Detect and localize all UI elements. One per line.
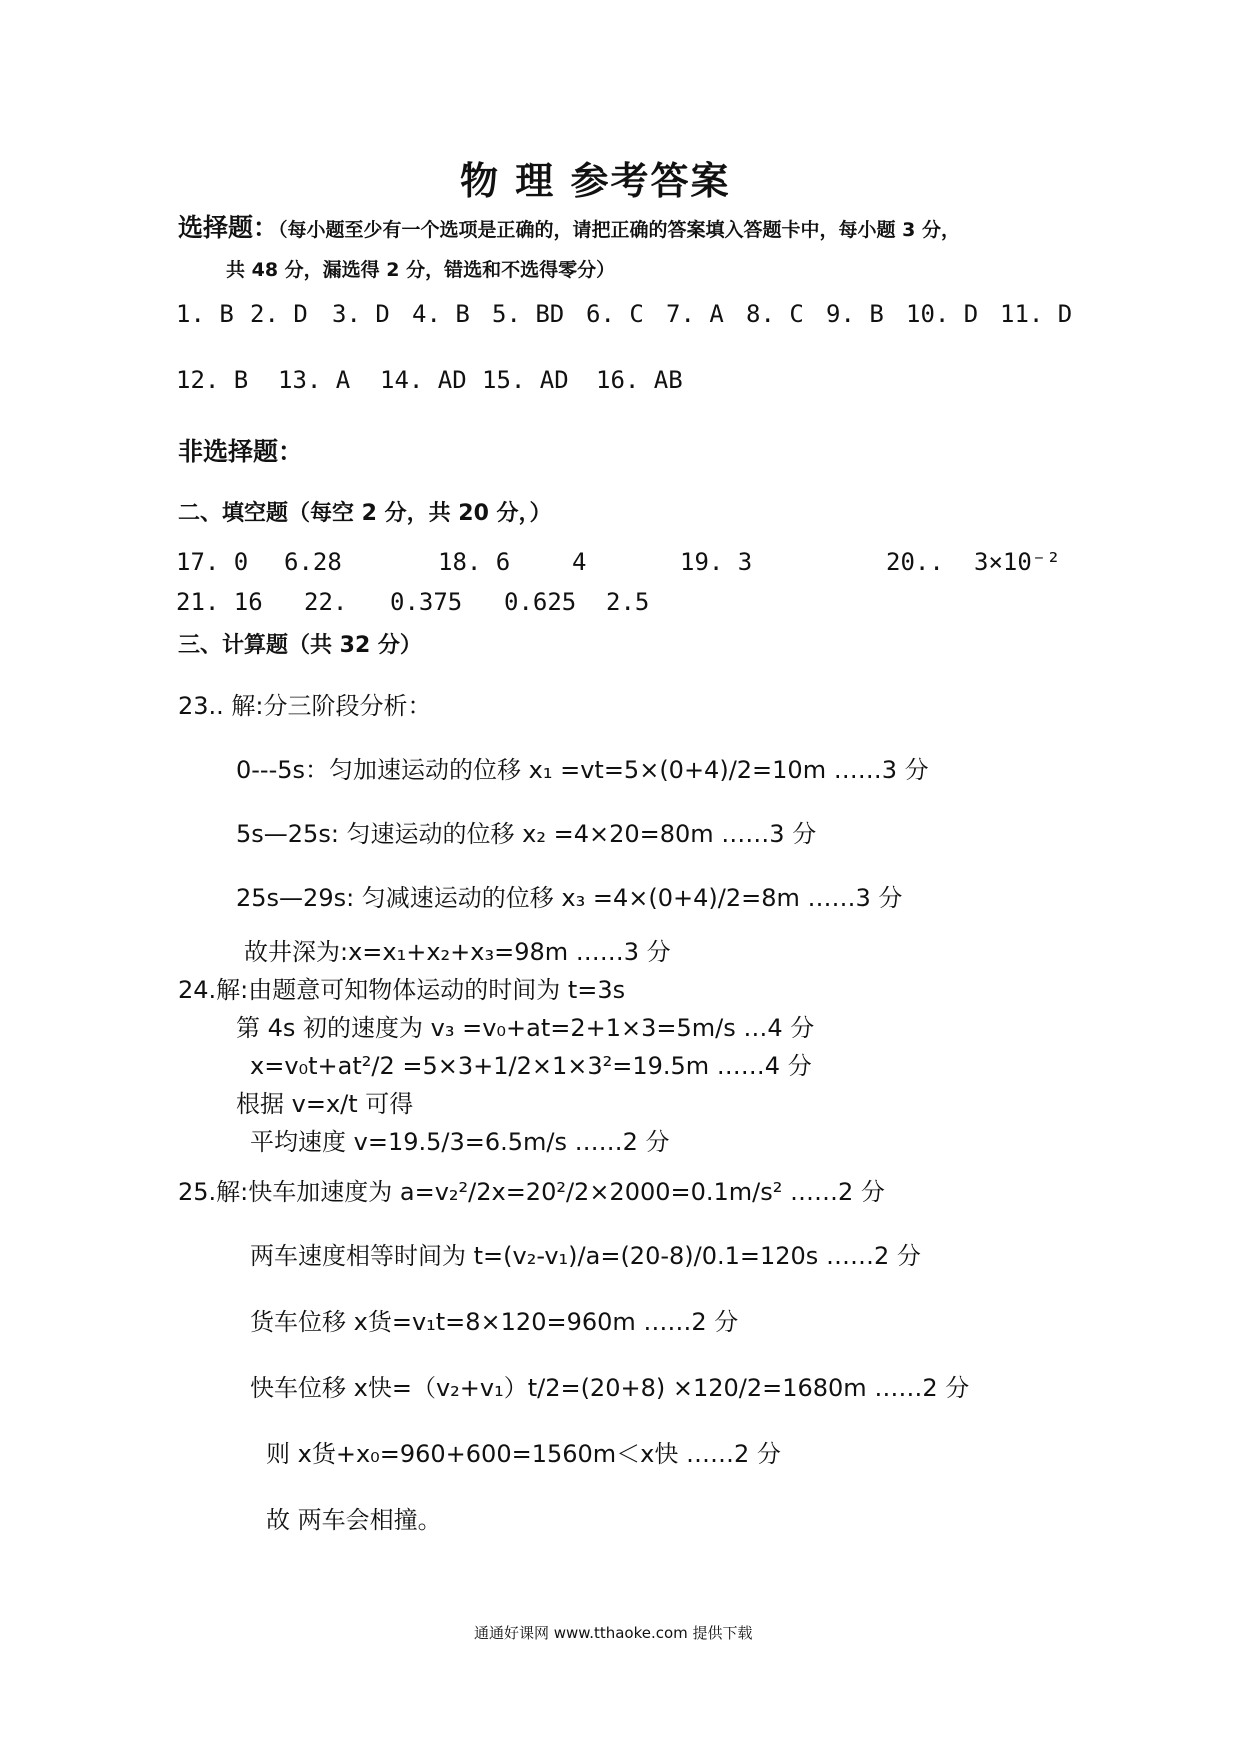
fill-item: 6.28	[284, 548, 342, 576]
answer-item: 8. C	[746, 300, 804, 328]
q23-line3: 25s—29s: 匀减速运动的位移 x₃ =4×(0+4)/2=8m ……3 分	[236, 884, 903, 912]
page-title: 物 理 参考答案	[460, 158, 731, 203]
fill-item: 4	[572, 548, 587, 576]
q25-line2: 货车位移 x货=v₁t=8×120=960m ……2 分	[250, 1308, 739, 1336]
choice-section-heading	[178, 208, 960, 244]
choice-note-line2: 共 48 分，漏选得 2 分，错选和不选得零分）	[226, 259, 616, 281]
answer-item: 2. D	[250, 300, 308, 328]
page-footer: 通通好课网 www.tthaoke.com 提供下载	[474, 1624, 753, 1642]
answer-item: 5. BD	[492, 300, 565, 328]
fill-item: 0.375	[390, 588, 463, 616]
answer-item: 1. B	[176, 300, 234, 328]
answer-item: 6. C	[586, 300, 644, 328]
fill-item: 0.625	[504, 588, 577, 616]
calc-section-heading: 三、计算题（共 32 分）	[178, 633, 422, 658]
q23-line1: 0---5s：匀加速运动的位移 x₁ =vt=5×(0+4)/2=10m ……3 分	[236, 756, 929, 784]
fill-item: 3×10⁻²	[974, 548, 1061, 576]
fill-item: 22.	[304, 588, 348, 616]
answer-item: 12. B	[176, 366, 249, 394]
fill-item: 21. 16	[176, 588, 263, 616]
answer-item: 10. D	[906, 300, 979, 328]
answer-item: 9. B	[826, 300, 884, 328]
answer-item: 3. D	[332, 300, 390, 328]
fill-item: 17. 0	[176, 548, 249, 576]
fill-section-heading: 二、填空题（每空 2 分，共 20 分，）	[178, 501, 552, 526]
q24-line3: 根据 v=x/t 可得	[236, 1090, 414, 1118]
choice-heading: 选择题：	[178, 213, 279, 242]
fill-item: 20..	[886, 548, 944, 576]
fill-item: 19. 3	[680, 548, 753, 576]
q23-intro: 23.. 解:分三阶段分析：	[178, 692, 432, 720]
answer-item: 4. B	[412, 300, 470, 328]
answer-item: 7. A	[666, 300, 724, 328]
q24-intro: 24.解:由题意可知物体运动的时间为 t=3s	[178, 976, 626, 1004]
q25-line5: 故 两车会相撞。	[266, 1506, 442, 1534]
q23-line2: 5s—25s: 匀速运动的位移 x₂ =4×20=80m ……3 分	[236, 820, 817, 848]
answer-item: 14. AD	[380, 366, 467, 394]
q25-intro: 25.解:快车加速度为 a=v₂²/2x=20²/2×2000=0.1m/s² ……2 分	[178, 1178, 885, 1206]
q25-line1: 两车速度相等时间为 t=(v₂-v₁)/a=(20-8)/0.1=120s ……2 分	[250, 1242, 921, 1270]
choice-note-line1: （每小题至少有一个选项是正确的，请把正确的答案填入答题卡中，每小题 3 分，	[278, 219, 960, 241]
answer-item: 16. AB	[596, 366, 683, 394]
fill-item: 18. 6	[438, 548, 511, 576]
fill-item: 2.5	[606, 588, 650, 616]
answer-item: 13. A	[278, 366, 351, 394]
q23-line4: 故井深为:x=x₁+x₂+x₃=98m ……3 分	[244, 938, 671, 966]
q24-line2: x=v₀t+at²/2 =5×3+1/2×1×3²=19.5m ……4 分	[250, 1052, 812, 1080]
q24-line4: 平均速度 v=19.5/3=6.5m/s ……2 分	[250, 1128, 670, 1156]
non-choice-heading: 非选择题：	[178, 437, 304, 466]
answer-item: 11. D	[1000, 300, 1073, 328]
q25-line3: 快车位移 x快=（v₂+v₁）t/2=(20+8) ×120/2=1680m ……2 分	[250, 1374, 970, 1402]
answer-item: 15. AD	[482, 366, 569, 394]
q24-line1: 第 4s 初的速度为 v₃ =v₀+at=2+1×3=5m/s …4 分	[236, 1014, 815, 1042]
q25-line4: 则 x货+x₀=960+600=1560m＜x快 ……2 分	[266, 1440, 781, 1468]
